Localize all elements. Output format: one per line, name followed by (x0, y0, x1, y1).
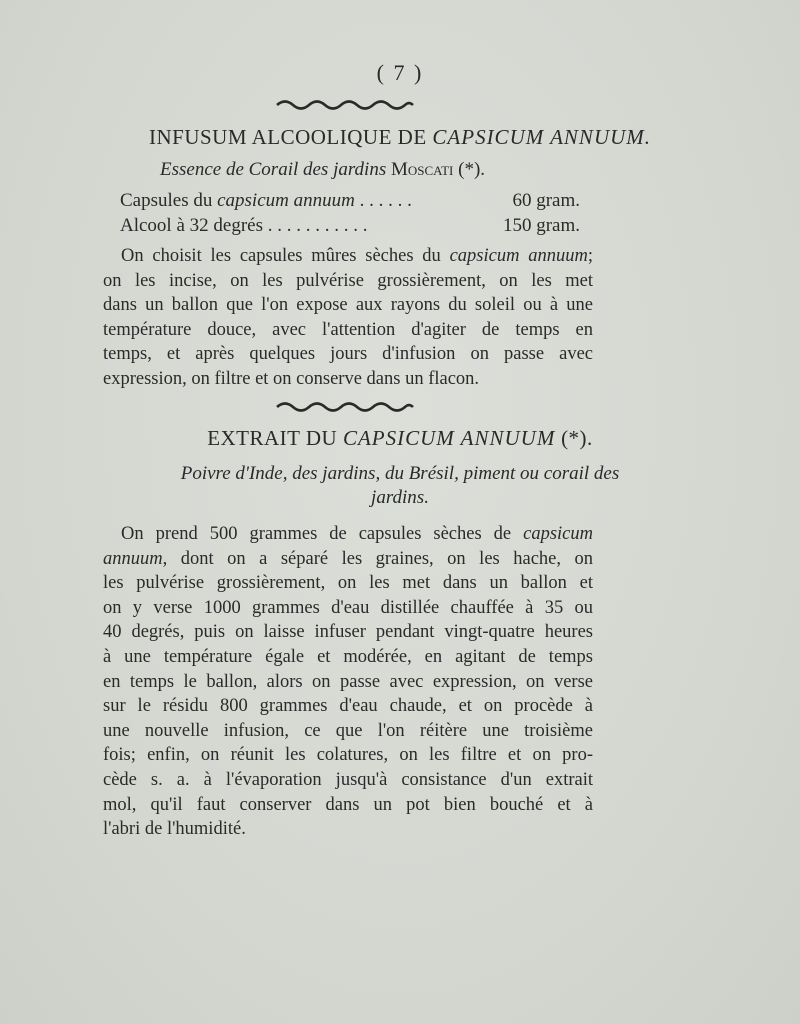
text-line: annuum, dont on a séparé les graines, on les hache, on (103, 548, 593, 569)
section2-subtitle-line: Poivre d'Inde, des jardins, du Brésil, piment ou corail des (180, 463, 620, 484)
text-line: fois; enfin, on réunit les colatures, on les filtre et on pro- (103, 745, 593, 766)
section1-paragraph (103, 244, 593, 392)
text-line: On choisit les capsules mûres sèches du capsicum annuum; (121, 246, 593, 266)
leader-dots: . . . . . . (359, 190, 412, 211)
text-line: les pulvérise grossièrement, on les met dans un ballon et (103, 573, 593, 594)
text-line: expression, on filtre et on conserve dans un flacon. (103, 368, 480, 389)
text-line: on y verse 1000 grammes d'eau distillée chauffée à 35 ou (103, 597, 593, 618)
ingredient-name: Alcool à 32 degrés (120, 215, 263, 236)
section1-title-italic: CAPSICUM ANNUUM. (432, 125, 652, 149)
ingredient-row (120, 190, 580, 215)
section2-paragraph (103, 522, 593, 842)
section1-subtitle-italic: Essence de Corail des jardins (160, 159, 391, 180)
section1-title-main: INFUSUM ALCOOLIQUE DE (148, 125, 433, 149)
ingredient-quantity: 150 gram. (502, 215, 580, 236)
ornament-divider-top (275, 98, 415, 112)
text-line: une nouvelle infusion, ce que l'on réitère une troisième (103, 720, 593, 741)
ingredient-quantity: 60 gram. (512, 190, 580, 211)
ingredient-name: Capsules du (120, 190, 218, 211)
text-line: On prend 500 grammes de capsules sèches de capsicum (121, 524, 593, 544)
section2-title-note: (*). (555, 426, 593, 450)
text-line: sur le résidu 800 grammes d'eau chaude, et on procède à (103, 696, 593, 717)
ingredient-list (120, 190, 580, 240)
text-line: temps, et après quelques jours d'infusion on passe avec (103, 344, 593, 365)
text-line: dans un ballon que l'on expose aux rayons du soleil ou à une (103, 295, 593, 316)
section1-subtitle-note: (*). (453, 159, 486, 180)
ornament-divider-middle (275, 400, 415, 414)
section2-title-main: EXTRAIT DU (207, 426, 343, 450)
section1-title (0, 125, 800, 150)
text-line: cède s. a. à l'évaporation jusqu'à consistance d'un extrait (103, 769, 593, 790)
section2-title-italic: CAPSICUM ANNUUM (342, 426, 556, 450)
text-line: l'abri de l'humidité. (103, 819, 246, 840)
section2-subtitle-line: jardins. (371, 487, 429, 508)
ornament-flourish-icon (275, 98, 415, 112)
page-number: ( 7 ) (376, 60, 424, 85)
leader-dots: . . . . . . . . . . . (267, 215, 368, 236)
section2-title (0, 426, 800, 451)
section2-subtitle (100, 462, 700, 510)
text-line: on les incise, on les pulvérise grossièrement, on les met (103, 270, 593, 291)
ingredient-name-italic: capsicum annuum (217, 190, 355, 211)
text-line: à une température égale et modérée, en agitant de temps (103, 646, 593, 667)
section1-subtitle (160, 158, 760, 182)
ingredient-row (120, 215, 580, 240)
text-line: température douce, avec l'attention d'agiter de temps en (103, 319, 593, 340)
text-line: 40 degrés, puis on laisse infuser pendant vingt-quatre heures (103, 622, 593, 643)
ornament-flourish-icon (275, 400, 415, 414)
text-line: en temps le ballon, alors on passe avec expression, on verse (103, 671, 593, 692)
section1-subtitle-name: Moscati (390, 159, 454, 180)
text-line: mol, qu'il faut conserver dans un pot bien bouché et à (103, 794, 593, 815)
